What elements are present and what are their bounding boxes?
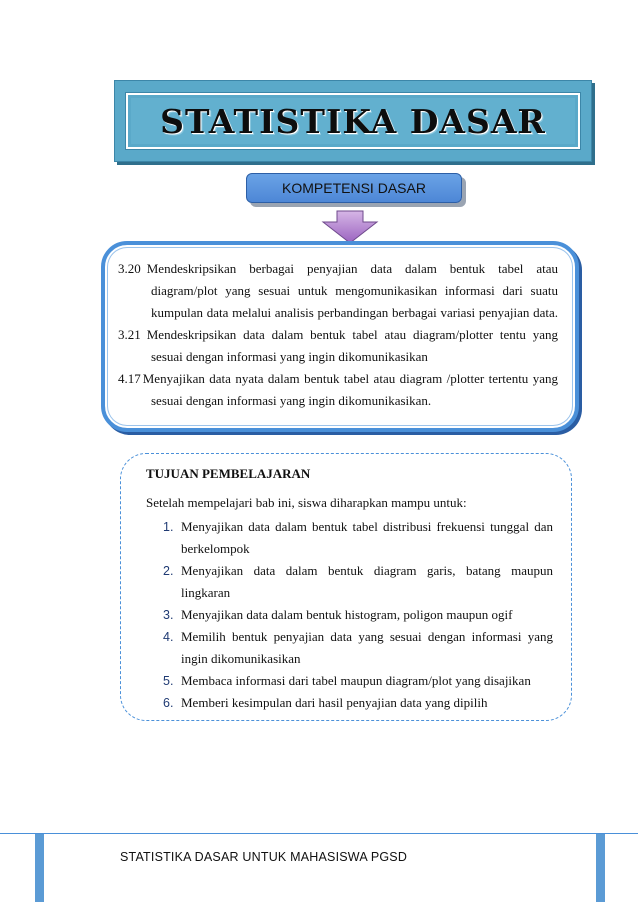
kd-number: 3.20 bbox=[118, 261, 141, 276]
list-item bbox=[163, 560, 553, 604]
kd-item bbox=[118, 324, 558, 368]
list-item bbox=[163, 692, 553, 714]
list-item bbox=[163, 670, 553, 692]
kompetensi-dasar-list bbox=[118, 258, 558, 412]
kd-text-line: sesuai dengan informasi yang ingin dikomunikasikan bbox=[151, 349, 428, 364]
kd-text-line: diagram/plot yang sesuai untuk mengomunikasikan informasi dari suatu bbox=[151, 283, 558, 298]
list-text: Menyajikan data dalam bentuk histogram, poligon maupun ogif bbox=[181, 607, 513, 622]
footer-text: STATISTIKA DASAR UNTUK MAHASISWA PGSD bbox=[120, 850, 408, 864]
list-number: 1. bbox=[163, 520, 174, 534]
list-item bbox=[163, 604, 553, 626]
list-text: Menyajikan data dalam bentuk tabel distribusi frekuensi tunggal dan bbox=[181, 519, 553, 534]
title-banner-fill bbox=[131, 98, 575, 144]
tujuan-intro: Setelah mempelajari bab ini, siswa diharapkan mampu untuk: bbox=[146, 495, 467, 510]
list-text: Membaca informasi dari tabel maupun diagram/plot yang disajikan bbox=[181, 673, 531, 688]
kompetensi-dasar-button: KOMPETENSI DASAR bbox=[246, 173, 462, 203]
title-banner-border bbox=[126, 93, 580, 149]
kd-text-line: Menyajikan data nyata dalam bentuk tabel atau diagram /plotter tertentu yang bbox=[142, 371, 558, 386]
list-number: 3. bbox=[163, 608, 174, 622]
footer-divider bbox=[0, 833, 638, 834]
footer-left-bar bbox=[35, 834, 44, 902]
kd-number: 3.21 bbox=[118, 327, 141, 342]
list-text: Memilih bentuk penyajian data yang sesuai dengan informasi yang bbox=[181, 629, 553, 644]
kd-text-line: kumpulan data melalui analisis perbandingan berbagai variasi penyajian data. bbox=[151, 305, 558, 320]
list-number: 2. bbox=[163, 564, 174, 578]
down-arrow-icon bbox=[321, 210, 379, 244]
kd-text-line: Mendeskripsikan berbagai penyajian data dalam bentuk tabel atau bbox=[146, 261, 558, 276]
list-text: Memberi kesimpulan dari hasil penyajian data yang dipilih bbox=[181, 695, 488, 710]
list-number: 4. bbox=[163, 630, 174, 644]
kd-item bbox=[118, 368, 558, 412]
footer-right-bar bbox=[596, 834, 605, 902]
kd-text-line: sesuai dengan informasi yang ingin dikomunikasikan. bbox=[151, 393, 432, 408]
page-title: STATISTIKA DASAR bbox=[160, 101, 546, 141]
list-number: 5. bbox=[163, 674, 174, 688]
tujuan-list bbox=[163, 516, 553, 714]
title-banner bbox=[114, 80, 592, 162]
tujuan-heading: TUJUAN PEMBELAJARAN bbox=[146, 466, 311, 481]
kd-text-line: Mendeskripsikan data dalam bentuk tabel atau diagram/plotter tentu yang bbox=[146, 327, 558, 342]
list-text: ingin dikomunikasikan bbox=[181, 651, 301, 666]
list-item bbox=[163, 516, 553, 560]
kd-item bbox=[118, 258, 558, 324]
list-item bbox=[163, 626, 553, 670]
list-text: Menyajikan data dalam bentuk diagram garis, batang maupun lingkaran bbox=[181, 563, 553, 600]
list-number: 6. bbox=[163, 696, 174, 710]
list-text: berkelompok bbox=[181, 541, 250, 556]
kd-number: 4.17 bbox=[118, 371, 141, 386]
